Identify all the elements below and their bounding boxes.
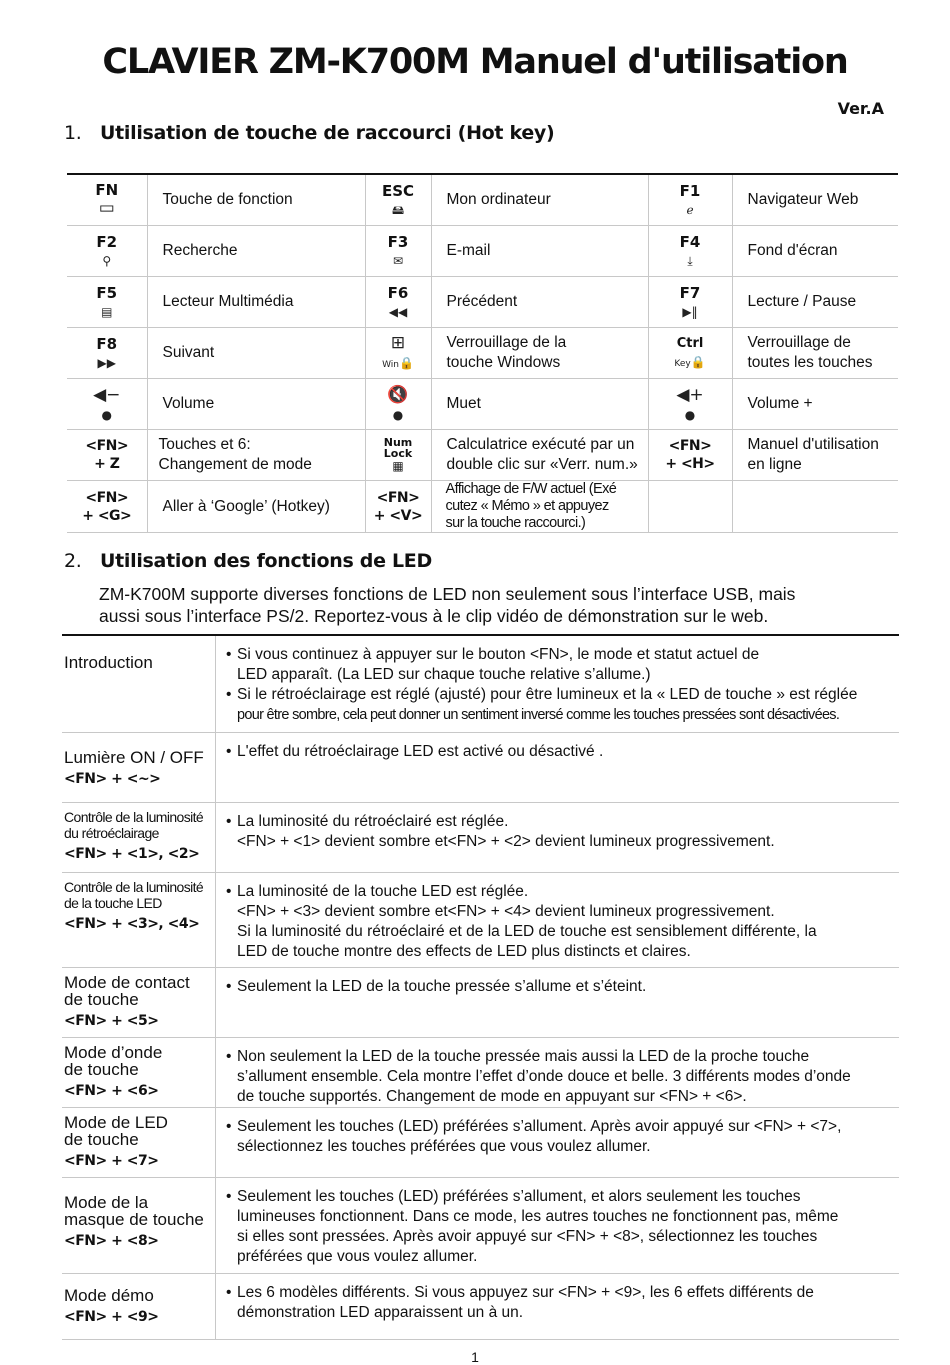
hotkey-desc: Muet [431, 379, 648, 430]
hotkey-desc [732, 430, 898, 481]
hotkey-desc: Volume + [732, 379, 898, 430]
desc-line: Verrouillage de [747, 334, 851, 351]
key-label: F4 [679, 232, 701, 251]
search-icon: ⚲ [102, 253, 112, 268]
key-label: F3 [387, 232, 409, 251]
hotkey-key [365, 174, 431, 226]
hotkey-desc: Lecture / Pause [732, 277, 898, 328]
desc-text: démonstration LED apparaissent un à un. [237, 1303, 524, 1321]
led-mode-name: Mode démo [64, 1285, 154, 1305]
led-mode-desc-line [226, 902, 899, 922]
hotkey-desc [147, 430, 365, 481]
hotkey-key [365, 277, 431, 328]
mouse-wheel-icon: ● [684, 407, 696, 422]
hotkey-key [648, 277, 732, 328]
led-mode-desc-cell [216, 732, 900, 802]
desc-text: La luminosité du rétroéclairé est réglée. [237, 812, 509, 830]
hotkey-desc-empty [732, 481, 898, 533]
fn-key-icon: ▭ [98, 198, 115, 218]
hotkey-row [67, 379, 898, 430]
key-combo-line: <FN> [376, 489, 420, 506]
led-mode-desc-line [226, 1087, 899, 1107]
key-label: F1 [679, 181, 701, 200]
hotkey-key [648, 328, 732, 379]
led-mode-row [62, 1107, 899, 1177]
hotkey-key [67, 277, 147, 328]
volume-up-icon: ◀+ [676, 384, 704, 405]
hotkey-key [67, 481, 147, 533]
key-label: F2 [96, 232, 118, 251]
desc-text: Les 6 modèles différents. Si vous appuyez sur <FN> + <9>, les 6 effets différents de [237, 1283, 814, 1301]
desc-text: si elles sont pressées. Après avoir appuyé sur <FN> + <8>, sélectionnez les touches [237, 1227, 818, 1245]
led-mode-name: de la touche LED [64, 894, 162, 911]
led-mode-desc-cell [216, 1037, 900, 1107]
hotkey-desc: E-mail [431, 226, 648, 277]
led-mode-desc-line [226, 977, 899, 997]
led-mode-name: Mode de la [64, 1192, 149, 1212]
led-mode-desc-line [226, 922, 899, 942]
bullet: • [226, 882, 232, 900]
desc-text: préférées que vous voulez allumer. [237, 1247, 478, 1265]
led-mode-row [62, 872, 899, 967]
hotkey-key [365, 328, 431, 379]
bullet: • [226, 742, 232, 760]
desc-text: de touche supportés. Changement de mode en appuyant sur <FN> + <6>. [237, 1087, 747, 1105]
desc-line: Calculatrice exécuté par un [446, 436, 635, 453]
led-mode-desc-line [226, 1137, 899, 1157]
section-2-title: Utilisation des fonctions de LED [100, 550, 432, 572]
led-mode-name: de touche [64, 1059, 139, 1079]
led-mode-desc-cell [216, 802, 900, 872]
led-mode-name: Contrôle de la luminosité [64, 808, 204, 825]
hotkey-key [365, 379, 431, 430]
version-label: Ver.A [837, 99, 884, 118]
led-mode-name: masque de touche [64, 1209, 204, 1229]
hotkey-key [67, 379, 147, 430]
desc-line: Changement de mode [158, 456, 312, 473]
key-label: Ctrl [676, 336, 704, 351]
led-mode-name: Introduction [64, 653, 153, 672]
hotkey-desc: Volume [147, 379, 365, 430]
bullet: • [226, 1187, 232, 1205]
desc-line: Verrouillage de la [446, 334, 567, 351]
led-mode-desc-cell [216, 1273, 900, 1339]
hotkey-desc: Mon ordinateur [431, 174, 648, 226]
hotkey-row [67, 328, 898, 379]
hotkey-row [67, 226, 898, 277]
led-mode-desc-line [226, 832, 899, 852]
led-mode-name: Mode de contact [64, 972, 190, 992]
led-mode-hotkey: <FN> + <7> [64, 1152, 159, 1169]
led-mode-desc-line [226, 1047, 899, 1067]
led-mode-row [62, 802, 899, 872]
led-mode-desc-cell [216, 1177, 900, 1273]
hotkey-desc [431, 328, 648, 379]
hotkey-key [67, 226, 147, 277]
key-label-small: Key [674, 359, 691, 369]
desc-line: toutes les touches [747, 354, 873, 371]
volume-down-icon: ◀− [93, 384, 121, 405]
led-mode-name: Lumière ON / OFF [64, 747, 204, 767]
led-mode-hotkey: <FN> + <3>, <4> [64, 915, 200, 932]
num-label: Num [383, 435, 413, 449]
led-mode-desc-line [226, 1247, 899, 1267]
hotkey-row [67, 430, 898, 481]
led-mode-desc-line [226, 705, 899, 725]
key-combo-line: + Z [94, 456, 120, 472]
led-mode-desc-line [226, 742, 899, 762]
led-mode-name-cell [62, 1037, 216, 1107]
key-lock-icon: Key🔒 [674, 355, 706, 369]
lock-label: Lock [383, 446, 413, 460]
email-icon: ✉ [392, 253, 404, 268]
desc-line: en ligne [747, 456, 802, 473]
led-mode-name: Contrôle de la luminosité [64, 878, 204, 895]
led-mode-row [62, 1037, 899, 1107]
led-mode-desc-line [226, 1207, 899, 1227]
bullet: • [226, 646, 232, 663]
hotkey-row [67, 481, 898, 533]
windows-lock-icon: Win🔒 [382, 355, 414, 370]
key-label: FN [95, 181, 119, 199]
led-mode-desc-line [226, 645, 899, 665]
led-mode-name: Mode de LED [64, 1112, 168, 1132]
led-mode-name: de touche [64, 989, 139, 1009]
led-mode-name-cell [62, 635, 216, 732]
led-mode-hotkey: <FN> + <5> [64, 1012, 159, 1029]
led-mode-name-cell [62, 872, 216, 967]
led-mode-desc-line [226, 1067, 899, 1087]
desc-text: <FN> + <3> devient sombre et<FN> + <4> devient lumineux progressivement. [237, 902, 775, 920]
led-mode-name-cell [62, 732, 216, 802]
hotkey-desc: Aller à ‘Google’ (Hotkey) [147, 481, 365, 533]
hotkey-desc: Touche de fonction [147, 174, 365, 226]
desc-line: Affichage de F/W actuel (Exé [445, 481, 617, 497]
page-number: 1 [471, 1349, 479, 1365]
media-player-icon: ▤ [101, 304, 113, 319]
key-combo-line: + <H> [665, 456, 715, 472]
key-combo-line: + <V> [373, 507, 423, 524]
hotkey-desc: Lecteur Multimédia [147, 277, 365, 328]
hotkey-desc: Fond d'écran [732, 226, 898, 277]
led-mode-name: du rétroéclairage [64, 824, 159, 841]
bullet: • [226, 812, 232, 830]
led-mode-desc-line [226, 1227, 899, 1247]
key-label: F6 [387, 283, 409, 302]
led-mode-row [62, 732, 899, 802]
bullet: • [226, 686, 232, 703]
led-mode-hotkey: <FN> + <~> [64, 770, 161, 787]
key-combo-line: <FN> [85, 438, 129, 454]
bullet: • [226, 1047, 232, 1065]
key-combo-line: + <G> [82, 507, 132, 524]
led-mode-name-cell [62, 1177, 216, 1273]
desc-line: double clic sur «Verr. num.» [446, 456, 638, 473]
led-mode-desc-line [226, 812, 899, 832]
hotkey-key [365, 481, 431, 533]
desc-text: <FN> + <1> devient sombre et<FN> + <2> devient lumineux progressivement. [237, 832, 775, 850]
desc-text: LED de touche montre des effects de LED plus distincts et claires. [237, 942, 691, 960]
led-mode-desc-line [226, 942, 899, 962]
section-2-heading [64, 550, 432, 572]
desc-line: Manuel d'utilisation [747, 436, 879, 453]
intro-line: ZM-K700M supporte diverses fonctions de LED non seulement sous l’interface USB, mais [99, 584, 796, 604]
desc-text: Si le rétroéclairage est réglé (ajusté) pour être lumineux et la « LED de touche » est réglée [237, 686, 858, 703]
mouse-wheel-icon: ● [392, 407, 404, 422]
desc-text: sélectionnez les touches préférées que vous voulez allumer. [237, 1137, 651, 1155]
led-mode-row [62, 1273, 899, 1339]
led-mode-desc-line [226, 882, 899, 902]
hotkey-desc: Précédent [431, 277, 648, 328]
hotkey-desc: Recherche [147, 226, 365, 277]
led-mode-name-cell [62, 1273, 216, 1339]
hotkey-key [67, 328, 147, 379]
led-mode-desc-cell [216, 635, 900, 732]
key-combo-line: <FN> [85, 489, 129, 506]
desc-text: Seulement les touches (LED) préférées s’allument, et alors seulement les touches [237, 1187, 801, 1205]
led-mode-row [62, 967, 899, 1037]
mouse-wheel-icon: ● [101, 407, 112, 422]
hotkey-key [67, 174, 147, 226]
bullet: • [226, 1117, 232, 1135]
led-mode-desc-line [226, 1187, 899, 1207]
led-mode-name: Mode d’onde [64, 1042, 163, 1062]
led-mode-name-cell [62, 1107, 216, 1177]
led-mode-row [62, 635, 899, 732]
hotkey-desc: Navigateur Web [732, 174, 898, 226]
hotkey-desc [431, 481, 648, 533]
desc-line: touche Windows [446, 354, 561, 371]
section-1-title: Utilisation de touche de raccourci (Hot key) [100, 122, 555, 144]
hotkey-key [365, 430, 431, 481]
led-mode-row [62, 1177, 899, 1273]
win-label: Win [382, 359, 399, 370]
led-mode-desc-cell [216, 1107, 900, 1177]
desc-text: pour être sombre, cela peut donner un sentiment inversé comme les touches pressées sont désactivées. [237, 707, 840, 723]
document-title: CLAVIER ZM-K700M Manuel d'utilisation [102, 42, 848, 82]
bullet: • [226, 1283, 232, 1301]
hotkey-key-empty [648, 481, 732, 533]
desc-text: s’allument ensemble. Cela montre l’effet d’onde douce et belle. 3 différents modes d’onde [237, 1067, 851, 1085]
hotkey-desc [732, 328, 898, 379]
led-mode-desc-line [226, 1303, 899, 1323]
hotkey-row [67, 277, 898, 328]
key-label: F8 [96, 334, 118, 353]
desc-text: Si vous continuez à appuyer sur le bouton <FN>, le mode et statut actuel de [237, 646, 760, 663]
hotkey-desc [431, 430, 648, 481]
section-1-heading [64, 122, 554, 144]
hotkey-key [648, 226, 732, 277]
led-mode-desc-cell [216, 872, 900, 967]
desc-text: Si la luminosité du rétroéclairé et de la LED de touche est sensiblement différente, la [237, 922, 817, 940]
bullet: • [226, 977, 232, 995]
led-mode-hotkey: <FN> + <9> [64, 1308, 159, 1325]
desc-text: lumineuses fonctionnent. Dans ce mode, les autres touches ne fonctionnent pas, même [237, 1207, 839, 1225]
hotkey-desc: Suivant [147, 328, 365, 379]
section-1-number: 1. [64, 122, 82, 144]
hotkey-key [67, 430, 147, 481]
wallpaper-icon: ⤓ [687, 253, 693, 268]
led-mode-name-cell [62, 967, 216, 1037]
hotkey-row [67, 174, 898, 226]
desc-text: Seulement les touches (LED) préférées s’allument. Après avoir appuyé sur <FN> + <7>, [237, 1117, 842, 1135]
calculator-icon: ▦ [392, 458, 404, 473]
desc-text: L'effet du rétroéclairage LED est activé ou désactivé . [237, 742, 604, 760]
led-function-table [62, 634, 899, 1340]
led-mode-desc-line [226, 1117, 899, 1137]
desc-line: cutez « Mémo » et appuyez [445, 498, 609, 514]
desc-text: La luminosité de la touche LED est réglée. [237, 882, 529, 900]
led-mode-desc-line [226, 1283, 899, 1303]
key-label: F5 [96, 283, 118, 302]
key-label: F7 [679, 283, 701, 302]
desc-text: LED apparaît. (La LED sur chaque touche relative s’allume.) [237, 666, 651, 683]
play-pause-icon: ▶‖ [682, 304, 698, 319]
previous-track-icon: ◀◀ [388, 304, 408, 319]
mute-icon: 🔇 [387, 384, 409, 405]
computer-icon: 🖴 [391, 202, 405, 217]
desc-text: Seulement la LED de la touche pressée s’allume et s’éteint. [237, 977, 647, 995]
section-2-intro [99, 583, 899, 627]
section-2-number: 2. [64, 550, 82, 572]
led-mode-name: de touche [64, 1129, 139, 1149]
next-track-icon: ▶▶ [97, 355, 116, 370]
hotkey-key [648, 174, 732, 226]
led-mode-desc-cell [216, 967, 900, 1037]
led-mode-desc-line [226, 665, 899, 685]
desc-line: sur la touche raccourci.) [445, 515, 586, 531]
hotkey-table [67, 173, 898, 533]
hotkey-key [648, 430, 732, 481]
led-mode-name-cell [62, 802, 216, 872]
led-mode-hotkey: <FN> + <8> [64, 1232, 159, 1249]
web-browser-icon: ℯ [686, 202, 694, 217]
desc-text: Non seulement la LED de la touche pressée mais aussi la LED de la proche touche [237, 1047, 810, 1065]
hotkey-key [365, 226, 431, 277]
hotkey-key [648, 379, 732, 430]
desc-line: Touches et 6: [158, 436, 251, 453]
led-mode-hotkey: <FN> + <6> [64, 1082, 159, 1099]
led-mode-hotkey: <FN> + <1>, <2> [64, 845, 200, 862]
windows-logo-icon: ⊞ [390, 332, 406, 353]
intro-line: aussi sous l’interface PS/2. Reportez-vous à le clip vidéo de démonstration sur le web. [99, 606, 769, 626]
led-mode-desc-line [226, 685, 899, 705]
key-label: ESC [381, 181, 415, 200]
key-combo-line: <FN> [668, 438, 712, 454]
